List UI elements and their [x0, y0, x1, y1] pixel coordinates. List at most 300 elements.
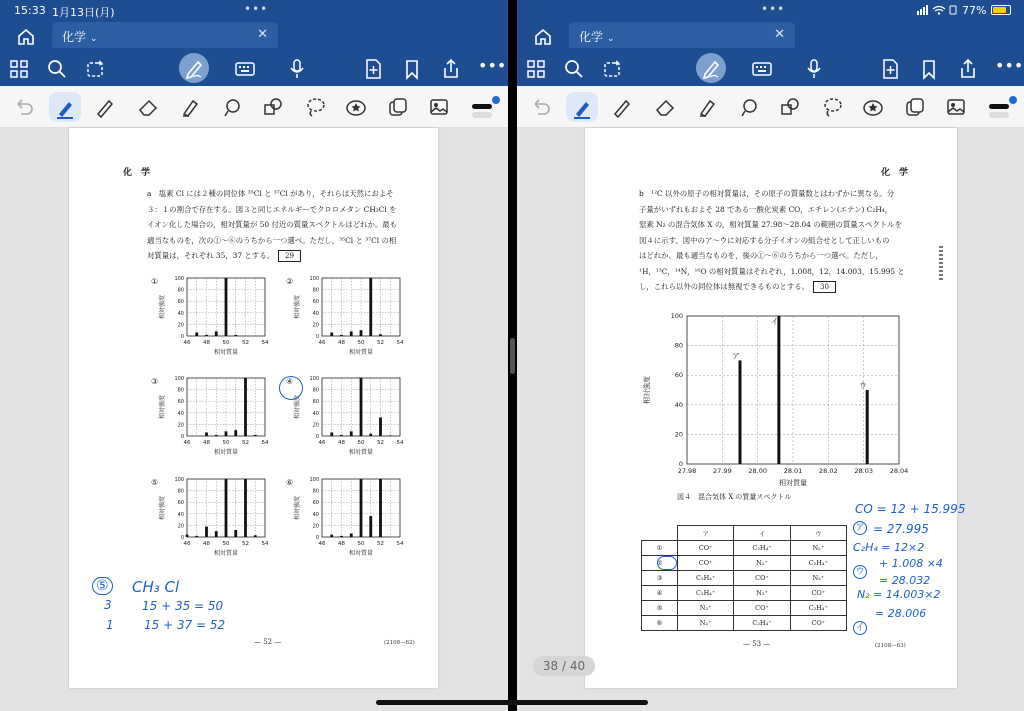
bookmark-icon[interactable]	[401, 58, 423, 80]
chevron-down-icon: ⌄	[90, 34, 98, 44]
handwritten-c2h4: C₂H₄ = 12×2	[853, 541, 925, 554]
table-cell: C₂H₄⁺	[678, 571, 734, 586]
tab-title: 化学	[62, 30, 87, 44]
handwritten-a-mark: ア	[853, 521, 867, 535]
y-tick-label: 60	[674, 371, 683, 380]
spectrum-bar	[215, 331, 218, 336]
x-tick-label: 52	[242, 340, 249, 346]
handwritten-ratio-3: 3	[104, 598, 112, 612]
x-axis-label: 相対質量	[213, 349, 239, 356]
pencil-icon[interactable]	[94, 96, 116, 118]
x-tick-label: 52	[377, 340, 384, 346]
y-tick-label: 80	[312, 387, 319, 394]
y-tick-label: 60	[312, 500, 319, 507]
pencil-icon[interactable]	[611, 96, 633, 118]
y-tick-label: 60	[177, 500, 184, 507]
more-icon[interactable]: •••	[995, 56, 1024, 75]
y-axis-label: 相対強度	[294, 495, 301, 521]
x-axis-label: 相対質量	[213, 550, 239, 557]
y-axis-label: 相対強度	[159, 495, 166, 521]
x-tick-label: 50	[357, 541, 365, 547]
share-icon[interactable]	[957, 58, 979, 80]
option-number: ①	[151, 277, 159, 286]
y-tick-label: 60	[312, 399, 319, 406]
table-cell: N₂⁺	[734, 586, 790, 601]
handwritten-c2h4-value: = 28.032	[879, 574, 931, 587]
image-icon[interactable]	[945, 96, 967, 118]
x-axis-label: 相対質量	[348, 349, 374, 356]
option-number: ③	[151, 377, 159, 386]
spectrum-bar	[340, 435, 343, 436]
spectrum-bar	[360, 330, 363, 336]
pen-tool-selected[interactable]	[49, 92, 81, 122]
handwritten-sum-50: 15 + 35 = 50	[142, 599, 224, 613]
handwritten-circle	[279, 376, 303, 400]
y-tick-label: 0	[315, 535, 319, 541]
y-tick-label: 40	[312, 511, 319, 518]
elements-icon[interactable]	[387, 96, 409, 118]
spectrum-bar	[215, 531, 218, 537]
question-line: 図４に示す。図中のア～ウに対応する分子イオンの組合せとして正しいもの	[639, 235, 890, 245]
x-tick-label: 54	[396, 340, 404, 346]
x-tick-label: 46	[183, 340, 191, 346]
y-tick-label: 40	[177, 511, 184, 518]
multitask-dots-icon[interactable]: •••	[244, 2, 269, 16]
close-icon[interactable]: ✕	[774, 27, 785, 42]
spectrum-option-4	[286, 376, 404, 456]
x-axis-label: 相対質量	[348, 550, 374, 557]
spectrum-bar	[360, 479, 363, 537]
chevron-down-icon: ⌄	[607, 34, 615, 44]
y-tick-label: 40	[177, 310, 184, 317]
x-tick-label: 50	[222, 541, 230, 547]
color-swatch[interactable]	[1009, 96, 1017, 104]
exam-code: (2108—62)	[384, 640, 415, 646]
spectrum-peak	[866, 390, 869, 464]
x-tick-label: 54	[396, 440, 404, 446]
x-axis-label: 相対質量	[348, 449, 374, 456]
table-header-cell: ア	[678, 526, 734, 541]
table-cell: N₂⁺	[734, 556, 790, 571]
y-tick-label: 0	[180, 434, 184, 440]
y-tick-label: 40	[674, 400, 683, 409]
handwritten-u-mark: ウ	[853, 565, 867, 579]
x-tick-label: 28.00	[748, 467, 767, 475]
question-line: a 塩素 Cl には２種の同位体 ³⁵Cl と ³⁷Cl があり，それらは天然におよそ	[147, 189, 394, 198]
x-tick-label: 46	[183, 440, 191, 446]
multitask-dots-icon[interactable]: •••	[761, 2, 786, 16]
sticker-icon[interactable]	[345, 96, 367, 118]
right-pane	[517, 0, 1024, 711]
y-tick-label: 80	[177, 287, 184, 294]
table-cell: N₂⁺	[678, 601, 734, 616]
spectrum-bar	[369, 278, 372, 336]
question-line: し，これら以外の同位体は無視できるものとする。 30	[639, 279, 943, 295]
page-53[interactable]	[585, 128, 957, 688]
image-icon[interactable]	[428, 96, 450, 118]
table-row[interactable]	[642, 571, 847, 586]
spectrum-bar	[350, 534, 353, 537]
page-header: 化 学	[123, 168, 151, 178]
search-icon[interactable]	[46, 58, 68, 80]
spectrum-option-5	[151, 477, 269, 557]
table-row[interactable]	[642, 586, 847, 601]
peak-label: ア	[732, 351, 740, 361]
handwritten-answer: ⑤	[92, 577, 113, 595]
page-counter: 38 / 40	[533, 656, 595, 676]
question-line: ¹H，¹³C，¹⁴N，¹⁶O の相対質量はそれぞれ，1.008，12，14.003，15.995 と	[639, 266, 905, 276]
spectrum-peak	[777, 316, 780, 464]
ai-select-icon[interactable]	[601, 58, 623, 80]
question-text	[639, 186, 943, 295]
question-line: ３：１の割合で存在する。図３と同じエネルギーでクロロメタン CH₃Cl を	[147, 204, 397, 214]
peak-label: イ	[770, 317, 779, 326]
page-number: — 53 —	[743, 640, 771, 648]
y-tick-label: 20	[177, 523, 184, 530]
table-cell: C₂H₄⁺	[790, 601, 846, 616]
spectrum-bar	[195, 333, 198, 336]
y-tick-label: 100	[309, 477, 319, 483]
spectrum-bar	[244, 479, 247, 537]
search-icon[interactable]	[563, 58, 585, 80]
y-tick-label: 40	[312, 410, 319, 417]
x-tick-label: 27.98	[677, 467, 697, 475]
table-header-row	[642, 526, 847, 541]
handwritten-co: CO = 12 + 15.995	[855, 502, 966, 516]
answer-box: 29	[278, 250, 301, 262]
shapes-icon[interactable]	[779, 96, 801, 118]
table-cell: CO⁺	[790, 586, 846, 601]
pages-grid-icon[interactable]	[525, 58, 547, 80]
page-52[interactable]	[69, 128, 438, 688]
eraser-icon[interactable]	[137, 96, 159, 118]
handwritten-i-mark: イ	[853, 621, 867, 635]
share-icon[interactable]	[440, 58, 462, 80]
pages-grid-icon[interactable]	[8, 58, 30, 80]
pen-mode-button[interactable]	[696, 53, 726, 83]
y-axis-label: 相対強度	[294, 294, 301, 320]
y-tick-label: 60	[312, 299, 319, 306]
spectrum-bar	[215, 435, 218, 436]
add-page-icon[interactable]	[362, 58, 384, 80]
y-axis-label: 相対強度	[159, 294, 166, 320]
table-cell: CO⁺	[678, 541, 734, 556]
y-tick-label: 80	[177, 387, 184, 394]
table-cell: ⑤	[642, 601, 678, 616]
home-indicator[interactable]	[376, 700, 648, 705]
shapes-lasso-icon[interactable]	[221, 96, 243, 118]
annotation-toolbar	[0, 86, 508, 128]
spectrum-bar	[330, 333, 333, 336]
y-tick-label: 100	[174, 276, 184, 282]
x-tick-label: 54	[261, 440, 269, 446]
x-tick-label: 50	[357, 440, 365, 446]
margin-mark	[939, 246, 943, 282]
spectrum-option-2	[286, 276, 404, 356]
option-number: ⑤	[151, 478, 159, 487]
y-tick-label: 20	[674, 430, 683, 439]
spectrum-bar	[360, 378, 363, 436]
spectrum-bar	[225, 479, 228, 537]
table-cell: ⑥	[642, 616, 678, 631]
option-number: ⑥	[286, 478, 294, 487]
pen-mode-button[interactable]	[179, 53, 209, 83]
x-tick-label: 48	[203, 340, 210, 346]
y-tick-label: 0	[315, 434, 319, 440]
spectrum-bar	[234, 335, 237, 336]
x-tick-label: 52	[377, 541, 384, 547]
table-cell: ③	[642, 571, 678, 586]
status-date: 1月13日(月)	[52, 6, 115, 19]
pen-tool-selected[interactable]	[566, 92, 598, 122]
undo-icon[interactable]	[529, 96, 551, 118]
spectrum-bar	[389, 435, 392, 436]
status-time: 15:33	[14, 4, 46, 17]
table-row[interactable]	[642, 616, 847, 631]
x-tick-label: 48	[338, 541, 345, 547]
spectrum-peak	[739, 360, 742, 464]
y-tick-label: 20	[312, 422, 319, 429]
x-tick-label: 48	[338, 440, 345, 446]
y-tick-label: 20	[177, 322, 184, 329]
table-header-cell	[642, 526, 678, 541]
x-tick-label: 48	[203, 541, 210, 547]
y-axis-label: 相対強度	[159, 394, 166, 420]
y-tick-label: 60	[177, 399, 184, 406]
table-cell: C₂H₄⁺	[790, 556, 846, 571]
question-line: はどれか。最も適当なものを，後の①～⑥のうちから一つ選べ。ただし，	[639, 251, 883, 260]
keyboard-icon[interactable]	[234, 58, 256, 80]
table-cell: ②	[642, 556, 678, 571]
y-tick-label: 80	[177, 488, 184, 495]
x-tick-label: 52	[242, 541, 249, 547]
split-handle[interactable]	[510, 338, 515, 374]
table-header-cell: ウ	[790, 526, 846, 541]
y-tick-label: 20	[312, 322, 319, 329]
spectrum-bar	[244, 378, 247, 436]
x-tick-label: 54	[396, 541, 404, 547]
y-tick-label: 0	[315, 334, 319, 340]
table-cell: N₂⁺	[790, 541, 846, 556]
table-cell: ④	[642, 586, 678, 601]
spectrum-bar	[330, 433, 333, 436]
y-tick-label: 40	[177, 410, 184, 417]
spectrum-bar	[205, 527, 208, 537]
y-tick-label: 100	[670, 312, 683, 320]
spectrum-bar	[330, 535, 333, 537]
color-swatch[interactable]	[492, 96, 500, 104]
table-cell: C₂H₄⁺	[734, 616, 790, 631]
spectrum-bar	[350, 331, 353, 336]
peak-label: ウ	[859, 381, 867, 390]
table-cell: CO⁺	[734, 571, 790, 586]
spectrum-bar	[254, 535, 257, 537]
y-tick-label: 100	[174, 477, 184, 483]
spectrum-bar	[369, 516, 372, 537]
x-tick-label: 50	[222, 340, 230, 346]
y-tick-label: 60	[177, 299, 184, 306]
y-tick-label: 100	[309, 376, 319, 382]
question-line: 窒素 N₂ の混合気体 X の，相対質量 27.98～28.04 の範囲の質量スペクトルを	[639, 220, 902, 229]
left-pane	[0, 0, 508, 711]
y-tick-label: 0	[180, 535, 184, 541]
spectrum-bar	[225, 278, 228, 336]
x-tick-label: 46	[318, 340, 326, 346]
x-tick-label: 54	[261, 340, 269, 346]
spectrum-bar	[369, 434, 372, 436]
spectrum-bar	[225, 431, 228, 436]
y-tick-label: 80	[312, 287, 319, 294]
y-axis-label: 相対強度	[643, 376, 651, 404]
highlighter-icon[interactable]	[179, 96, 201, 118]
spectrum-bar	[254, 435, 257, 436]
table-cell: N₂⁺	[678, 616, 734, 631]
x-tick-label: 48	[203, 440, 210, 446]
handwritten-n2-value: = 28.006	[875, 607, 927, 620]
table-cell: N₂⁺	[790, 571, 846, 586]
add-page-icon[interactable]	[879, 58, 901, 80]
x-tick-label: 52	[377, 440, 384, 446]
shapes-icon[interactable]	[262, 96, 284, 118]
spectrum-bar	[350, 431, 353, 436]
spectrum-option-1	[151, 276, 269, 356]
elements-icon[interactable]	[904, 96, 926, 118]
spectrum-bar	[379, 417, 382, 436]
y-axis-label: 相対強度	[294, 394, 301, 420]
y-tick-label: 100	[309, 276, 319, 282]
x-tick-label: 50	[357, 340, 365, 346]
question-line: 対質量は，それぞれ 35，37 とする。 29	[147, 248, 419, 264]
bookmark-icon[interactable]	[918, 58, 940, 80]
exam-code: (2108—63)	[875, 643, 906, 649]
question-line: b ¹²C 以外の原子の相対質量は，その原子の質量数とはわずかに異なる。分	[639, 189, 895, 198]
spectrum-bar	[234, 430, 237, 436]
handwritten-choice-circle	[657, 556, 677, 570]
top-bar	[0, 0, 508, 86]
tab-title: 化学	[579, 30, 604, 44]
question-line: 子量がいずれもおよそ 28 である一酸化炭素 CO，エチレン(エテン) C₂H₄，	[639, 204, 893, 214]
spectrum-option-3	[151, 376, 269, 456]
handwritten-co-value: = 27.995	[873, 522, 929, 536]
y-tick-label: 40	[312, 310, 319, 317]
y-tick-label: 100	[174, 376, 184, 382]
spectrum-bar	[234, 530, 237, 537]
shapes-lasso-icon[interactable]	[738, 96, 760, 118]
handwritten-formula: CH₃ Cl	[132, 578, 180, 596]
stroke-width-swatch[interactable]	[472, 104, 492, 109]
ai-select-icon[interactable]	[84, 58, 106, 80]
x-tick-label: 50	[222, 440, 230, 446]
spectrum-bar	[195, 536, 198, 537]
x-axis-label: 相対質量	[779, 479, 807, 487]
spectra-options	[69, 273, 438, 573]
page-header: 化 学	[881, 168, 909, 178]
lasso-icon[interactable]	[304, 96, 326, 118]
x-tick-label: 48	[338, 340, 345, 346]
lasso-icon[interactable]	[821, 96, 843, 118]
figure-caption: 図４ 混合気体 X の質量スペクトル	[677, 493, 792, 501]
table-cell: C₂H₄⁺	[734, 541, 790, 556]
home-icon[interactable]	[529, 24, 557, 48]
eraser-icon[interactable]	[654, 96, 676, 118]
spectrum-bar	[379, 479, 382, 537]
annotation-toolbar	[517, 86, 1024, 128]
question-line: 適当なものを，次の①～⑥のうちから一つ選べ。ただし，³⁵Cl と ³⁷Cl の相	[147, 235, 397, 245]
table-header-cell: イ	[734, 526, 790, 541]
spectrum-bar	[340, 335, 343, 336]
x-tick-label: 46	[318, 541, 326, 547]
highlighter-icon[interactable]	[696, 96, 718, 118]
microphone-icon[interactable]	[803, 58, 825, 80]
table-cell: CO⁺	[734, 601, 790, 616]
option-number: ④	[286, 377, 294, 386]
close-icon[interactable]: ✕	[257, 27, 268, 42]
table-cell: CO⁺	[790, 616, 846, 631]
x-tick-label: 28.02	[819, 467, 838, 475]
x-tick-label: 54	[261, 541, 269, 547]
x-tick-label: 52	[242, 440, 249, 446]
y-tick-label: 0	[180, 334, 184, 340]
spectrum-bar	[340, 536, 343, 537]
question-text	[147, 186, 419, 264]
mass-spectrum-chart	[625, 306, 915, 506]
sticker-icon[interactable]	[862, 96, 884, 118]
y-tick-label: 80	[674, 341, 683, 350]
spectrum-option-6	[286, 477, 404, 557]
keyboard-icon[interactable]	[751, 58, 773, 80]
table-row[interactable]	[642, 541, 847, 556]
y-tick-label: 0	[678, 460, 683, 468]
x-axis-label: 相対質量	[213, 449, 239, 456]
microphone-icon[interactable]	[286, 58, 308, 80]
choices-table	[641, 525, 847, 631]
x-tick-label: 27.99	[713, 467, 732, 475]
stroke-preview	[472, 112, 492, 118]
table-cell: C₂H₄⁺	[678, 586, 734, 601]
stroke-preview	[989, 112, 1009, 118]
x-tick-label: 28.03	[854, 467, 873, 475]
option-number: ②	[286, 277, 294, 286]
spectrum-bar	[186, 535, 189, 537]
y-tick-label: 20	[312, 523, 319, 530]
x-tick-label: 46	[318, 440, 326, 446]
handwritten-ratio-1: 1	[106, 618, 114, 632]
battery-percent: 77%	[962, 4, 987, 17]
x-tick-label: 28.04	[889, 467, 909, 475]
x-tick-label: 28.01	[783, 467, 803, 475]
x-tick-label: 46	[183, 541, 191, 547]
question-line: イオン化した場合の，相対質量が 50 付近の質量スペクトルはどれか。最も	[147, 220, 398, 229]
undo-icon[interactable]	[12, 96, 34, 118]
stroke-width-swatch[interactable]	[989, 104, 1009, 109]
spectrum-bar	[205, 335, 208, 336]
table-cell: CO⁺	[678, 556, 734, 571]
document-tab[interactable]	[569, 22, 795, 48]
answer-box: 30	[813, 281, 836, 293]
home-icon[interactable]	[12, 24, 40, 48]
spectrum-bar	[205, 433, 208, 436]
table-row[interactable]	[642, 601, 847, 616]
battery-icon	[991, 5, 1011, 15]
document-tab[interactable]	[52, 22, 278, 48]
page-number: — 52 —	[254, 638, 282, 646]
top-bar	[517, 0, 1024, 86]
handwritten-c2h4-h: + 1.008 ×4	[879, 557, 943, 570]
more-icon[interactable]: •••	[478, 56, 507, 75]
y-tick-label: 20	[177, 422, 184, 429]
handwritten-n2: N₂ = 14.003×2	[857, 588, 941, 601]
y-tick-label: 80	[312, 488, 319, 495]
